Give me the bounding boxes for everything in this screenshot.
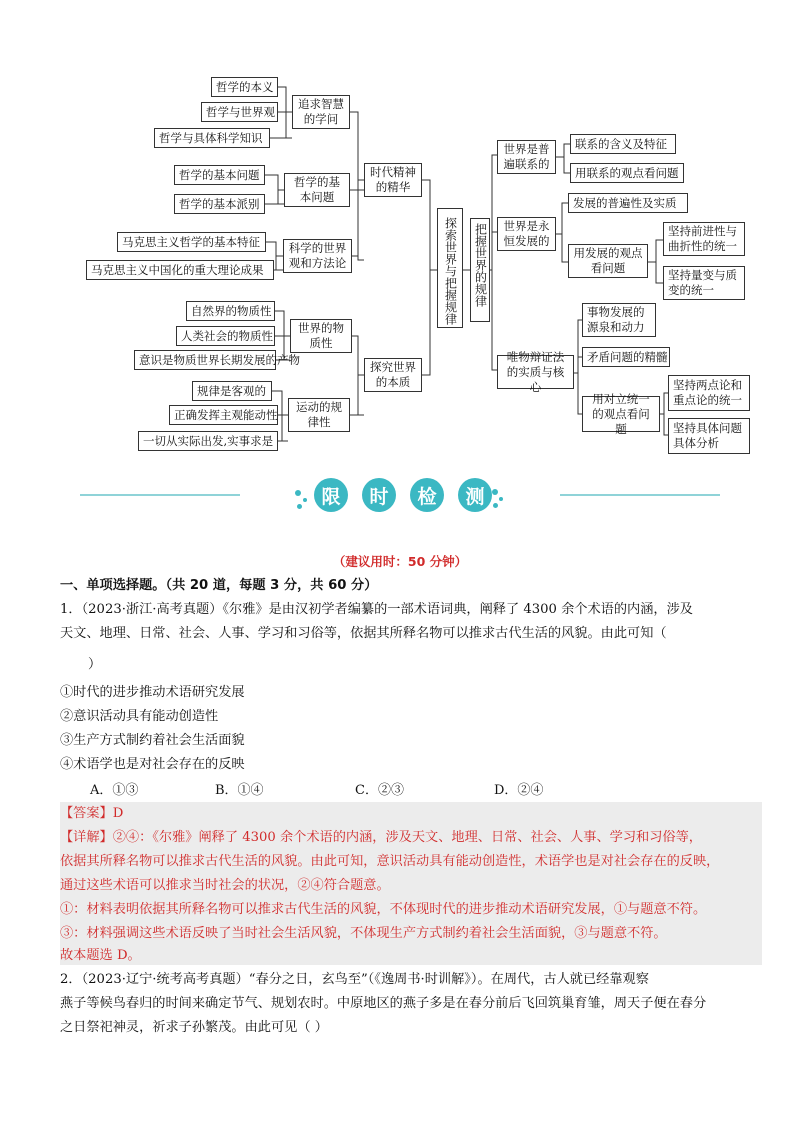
mindmap-sub-node: 哲学的基本问题 (284, 173, 350, 207)
mindmap-sub-node: 用对立统一的观点看问题 (582, 396, 660, 432)
mindmap-leaf: 坚持量变与质变的统一 (663, 266, 745, 300)
q1-option-b: B．①④ (215, 783, 264, 798)
q1-stem-line: 天文、地理、日常、社会、人事、学习和习俗等，依据其所释名物可以推求古代生活的风貌。由此可知（ (60, 626, 667, 641)
mindmap-leaf: 马克思主义哲学的基本特征 (117, 232, 266, 252)
mindmap-leaf: 一切从实际出发,实事求是 (138, 431, 278, 451)
q1-option-c: C．②③ (355, 783, 404, 798)
mindmap-sub-node: 运动的规律性 (288, 398, 350, 432)
q1-stem-line: 1．（2023·浙江·高考真题）《尔雅》是由汉初学者编纂的一部术语词典，阐释了 4300 余个术语的内涵，涉及 (60, 602, 693, 617)
q1-detail-line: 【详解】②④：《尔雅》阐释了 4300 余个术语的内涵，涉及天文、地理、日常、社会、人事、学习和习俗等， (60, 830, 702, 845)
mindmap-leaf: 矛盾问题的精髓 (582, 347, 670, 367)
q1-statement: ④术语学也是对社会存在的反映 (60, 757, 245, 772)
mindmap-branch-node: 探究世界的本质 (364, 358, 422, 392)
mindmap-root-node (437, 208, 463, 328)
q2-stem-line: 2．（2023·辽宁·统考高考真题）“春分之日，玄鸟至”（《逸周书·时训解》）。在周代，古人就已经靠观察 (60, 972, 649, 987)
q1-detail-line: 依据其所释名物可以推求古代生活的风貌。由此可知，意识活动具有能动创造性，术语学也是对社会存在的反映， (60, 854, 720, 869)
q1-detail-line: 通过这些术语可以推求当时社会的状况，②④符合题意。 (60, 878, 390, 893)
mindmap-sub-node: 追求智慧的学问 (292, 95, 350, 129)
q1-detail-line: ①：材料表明依据其所释名物可以推求古代生活的风貌，不体现时代的进步推动术语研究发展，①与题意不符。 (60, 902, 707, 917)
mindmap-leaf: 坚持两点论和重点论的统一 (668, 375, 750, 411)
banner-char: 时 (362, 478, 396, 512)
banner-line-left (80, 494, 240, 496)
mindmap-right-root-node (470, 218, 490, 322)
mindmap-leaf: 意识是物质世界长期发展的产物 (134, 350, 276, 370)
section-title: 一、单项选择题。（共 20 道，每题 3 分，共 60 分） (60, 578, 378, 593)
mindmap-leaf: 坚持具体问题具体分析 (668, 418, 750, 454)
mindmap-leaf: 自然界的物质性 (186, 301, 275, 321)
mindmap-leaf: 用联系的观点看问题 (570, 163, 684, 183)
mindmap-branch-node: 世界是永恒发展的 (497, 217, 556, 251)
mindmap-leaf: 事物发展的源泉和动力 (582, 303, 656, 337)
mindmap-branch-node: 世界是普遍联系的 (497, 140, 556, 174)
q1-detail-line: 故本题选 D。 (60, 948, 141, 963)
mindmap-leaf: 哲学与世界观 (201, 102, 278, 122)
mindmap-leaf: 哲学的本义 (211, 77, 278, 97)
mindmap-leaf: 发展的普遍性及实质 (568, 193, 688, 213)
mindmap-leaf: 哲学的基本派别 (174, 194, 265, 214)
q1-answer: 【答案】D (60, 806, 124, 821)
q2-stem-line: 燕子等候鸟春归的时间来确定节气、规划农时。中原地区的燕子多是在春分前后飞回筑巢育雏，周天子便在春分 (60, 996, 707, 1011)
mindmap-leaf: 正确发挥主观能动性 (169, 405, 278, 425)
q2-stem-line: 之日祭祀神灵，祈求子孙繁茂。由此可见（ ） (60, 1020, 328, 1035)
mindmap-leaf: 规律是客观的 (192, 381, 272, 401)
q1-stem-line: ） (88, 657, 102, 672)
mindmap-branch-node: 唯物辩证法的实质与核心 (497, 355, 574, 389)
mindmap-sub-node: 世界的物质性 (290, 319, 352, 353)
mindmap-sub-node: 用发展的观点看问题 (568, 244, 648, 278)
mindmap-leaf: 人类社会的物质性 (176, 326, 275, 346)
mindmap-leaf: 坚持前进性与曲折性的统一 (663, 222, 745, 256)
q1-statement: ③生产方式制约着社会生活面貌 (60, 733, 245, 748)
banner-line-right (560, 494, 720, 496)
q1-statement: ①时代的进步推动术语研究发展 (60, 685, 245, 700)
q1-option-a: A．①③ (90, 783, 139, 798)
banner-char: 测 (458, 478, 492, 512)
mindmap-sub-node: 科学的世界观和方法论 (283, 239, 352, 273)
banner-char: 限 (314, 478, 348, 512)
suggested-time: （建议用时：50 分钟） (332, 554, 468, 569)
mindmap-leaf: 马克思主义中国化的重大理论成果 (86, 260, 274, 280)
q1-statement: ②意识活动具有能动创造性 (60, 709, 219, 724)
banner-char: 检 (410, 478, 444, 512)
q1-detail-line: ③：材料强调这些术语反映了当时社会生活风貌，不体现生产方式制约着社会生活面貌，③与题意不符。 (60, 926, 667, 941)
q1-option-d: D．②④ (494, 783, 544, 798)
mindmap-leaf: 哲学与具体科学知识 (154, 128, 270, 148)
mindmap-root-label: 探索世界与把握规律 (443, 217, 458, 325)
mindmap-leaf: 哲学的基本问题 (174, 165, 265, 185)
mindmap-leaf: 联系的含义及特征 (570, 134, 676, 154)
mindmap-right-root-label: 把握世界的规律 (473, 223, 488, 307)
mindmap-branch-node: 时代精神的精华 (364, 163, 422, 197)
